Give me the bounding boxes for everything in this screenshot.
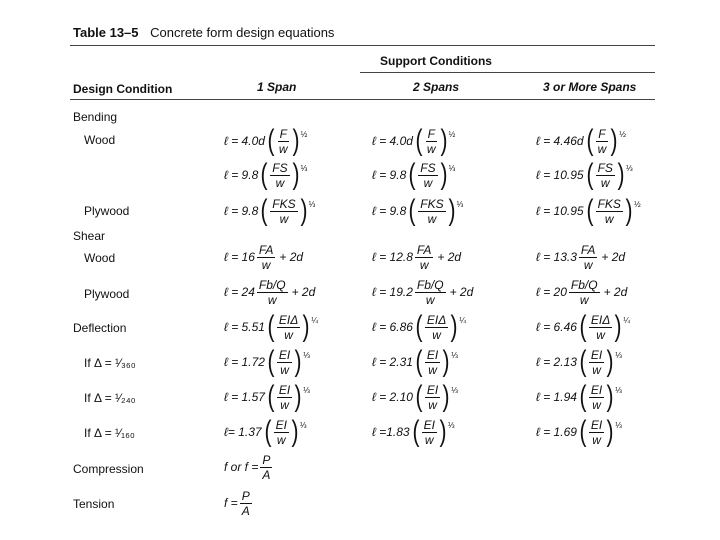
- equation-prefix: ℓ = 10.95: [536, 168, 584, 182]
- equation-term: [266, 312, 318, 342]
- right-paren: ): [294, 345, 302, 378]
- equation-prefix: ℓ = 1.57: [224, 390, 265, 404]
- left-paren: (: [408, 158, 416, 191]
- equation-prefix: ℓ = 9.8: [224, 204, 259, 218]
- equation-prefix: ℓ = 19.2: [372, 285, 413, 299]
- exponent: ¼: [311, 316, 318, 325]
- fraction: [257, 243, 275, 272]
- right-paren: ): [606, 380, 614, 413]
- fraction: [418, 197, 445, 226]
- denominator: w: [600, 175, 610, 190]
- left-paren: (: [267, 345, 275, 378]
- equation-term: [585, 160, 633, 190]
- equation-prefix: ℓ = 13.3: [536, 250, 577, 264]
- equation-row2-span1: [224, 155, 307, 195]
- numerator: FA: [416, 242, 432, 257]
- left-paren: (: [415, 310, 423, 343]
- fraction: [589, 313, 612, 342]
- fraction: [425, 348, 440, 377]
- condition-bending-plywood: Plywood: [84, 204, 130, 218]
- fraction: [589, 348, 604, 377]
- fraction: [425, 313, 448, 342]
- equation-term: [568, 278, 601, 307]
- fraction: [277, 348, 292, 377]
- top-rule: [70, 45, 655, 46]
- exponent: ⅓: [456, 200, 464, 209]
- right-paren: ): [300, 194, 308, 227]
- fraction: [589, 418, 604, 447]
- denominator: w: [280, 362, 289, 377]
- denominator: w: [279, 211, 289, 226]
- denominator: w: [426, 141, 436, 156]
- fraction: [277, 127, 290, 156]
- exponent: ⅓: [451, 351, 458, 360]
- fraction: [569, 278, 600, 307]
- denominator: w: [267, 292, 277, 307]
- equation-term: [411, 417, 455, 447]
- equation-row6-span3: [536, 307, 630, 347]
- numerator: EI: [590, 417, 603, 432]
- numerator: EI: [423, 417, 435, 432]
- numerator: FA: [258, 242, 274, 257]
- equation-term: [266, 347, 310, 377]
- equation-term: [266, 382, 310, 412]
- equation-prefix: ℓ = 9.8: [224, 168, 259, 182]
- equation-term: [414, 382, 458, 412]
- equation-row5-span3: [536, 272, 627, 312]
- condition-deflection-240: If Δ = ¹⁄₂₄₀: [84, 391, 136, 405]
- equation-prefix: ℓ = 1.72: [224, 355, 265, 369]
- numerator: Fb/Q: [258, 277, 286, 292]
- left-paren: (: [412, 415, 420, 448]
- equation-prefix: ℓ = 24: [224, 285, 255, 299]
- equation-prefix: f =: [224, 496, 238, 510]
- condition-bending: Bending: [73, 110, 118, 124]
- equation-row8-span3: [536, 377, 622, 417]
- equation-row4-span2: [372, 237, 461, 277]
- exponent: ⅓: [308, 200, 316, 209]
- left-paren: (: [260, 158, 268, 191]
- denominator: w: [261, 257, 271, 272]
- equation-term: [414, 126, 455, 156]
- equation-prefix: ℓ = 2.13: [536, 355, 577, 369]
- span-3-header: 3 or More Spans: [543, 80, 637, 94]
- denominator: w: [276, 432, 286, 447]
- right-paren: ): [442, 345, 450, 378]
- numerator: F: [427, 126, 435, 141]
- denominator: w: [579, 292, 589, 307]
- exponent: ¼: [623, 316, 630, 325]
- denominator: A: [262, 467, 271, 482]
- numerator: F: [598, 126, 606, 141]
- span-2-header: 2 Spans: [413, 80, 460, 94]
- equation-term: [414, 243, 434, 272]
- equation-row9-span1: [224, 412, 307, 452]
- equation-term: [256, 278, 289, 307]
- table-title: [73, 25, 334, 40]
- equation-row7-span1: [224, 342, 310, 382]
- right-paren: ): [625, 194, 633, 227]
- denominator: w: [592, 397, 601, 412]
- right-paren: ): [606, 415, 614, 448]
- numerator: P: [262, 452, 271, 467]
- numerator: EI: [275, 417, 287, 432]
- left-paren: (: [579, 345, 587, 378]
- denominator: w: [428, 362, 437, 377]
- left-paren: (: [267, 380, 275, 413]
- numerator: FKS: [272, 196, 296, 211]
- fraction: [425, 383, 440, 412]
- fraction: [257, 278, 288, 307]
- equation-term: [578, 382, 622, 412]
- fraction: [240, 489, 252, 518]
- fraction: [589, 383, 604, 412]
- equation-term: [414, 312, 466, 342]
- denominator: w: [604, 211, 614, 226]
- denominator: w: [428, 397, 437, 412]
- numerator: Fb/Q: [416, 277, 444, 292]
- fraction: [277, 383, 292, 412]
- left-paren: (: [260, 194, 268, 227]
- numerator: EIΔ: [590, 312, 611, 327]
- fraction: [596, 127, 609, 156]
- condition-deflection-180: If Δ = ¹⁄₁₆₀: [84, 426, 135, 440]
- fraction: [422, 418, 437, 447]
- exponent: ⅓: [615, 386, 622, 395]
- fraction: [579, 243, 597, 272]
- denominator: w: [423, 175, 433, 190]
- equation-prefix: ℓ = 16: [224, 250, 255, 264]
- numerator: FS: [272, 160, 288, 175]
- denominator: w: [427, 211, 437, 226]
- equation-row3-span2: [372, 191, 463, 231]
- equation-row6-span1: [224, 307, 318, 347]
- condition-bending-wood: Wood: [84, 133, 116, 147]
- equation-term: [263, 417, 307, 447]
- equation-row9-span3: [536, 412, 622, 452]
- equation-term: [407, 160, 455, 190]
- equation-term: [585, 196, 641, 226]
- equation-row5-span1: [224, 272, 315, 312]
- equation-row10-span1: [224, 447, 273, 487]
- left-paren: (: [415, 124, 423, 157]
- equation-prefix: ℓ = 12.8: [372, 250, 413, 264]
- equation-prefix: ℓ = 10.95: [536, 204, 584, 218]
- right-paren: ): [448, 194, 456, 227]
- equation-prefix: ℓ = 4.0d: [224, 134, 265, 148]
- fraction: [274, 418, 289, 447]
- condition-shear-plywood: Plywood: [84, 287, 130, 301]
- numerator: EI: [278, 347, 291, 362]
- numerator: P: [241, 488, 250, 503]
- fraction: [270, 161, 289, 190]
- equation-term: [259, 196, 315, 226]
- fraction: [596, 197, 623, 226]
- equation-row7-span3: [536, 342, 622, 382]
- exponent: ⅓: [303, 386, 310, 395]
- equation-row9-span2: [372, 412, 455, 452]
- left-paren: (: [267, 310, 275, 343]
- equation-prefix: ℓ = 20: [536, 285, 567, 299]
- support-rule: [360, 72, 655, 73]
- equation-prefix: ℓ = 6.46: [536, 320, 577, 334]
- denominator: w: [280, 397, 289, 412]
- numerator: Fb/Q: [570, 277, 598, 292]
- exponent: ⅓: [615, 421, 622, 430]
- exponent: ⅓: [448, 164, 456, 173]
- right-paren: ): [617, 158, 625, 191]
- exponent: ⅓: [300, 164, 308, 173]
- right-paren: ): [606, 345, 614, 378]
- exponent: ½: [633, 200, 641, 209]
- equation-prefix: f or f =: [224, 460, 259, 474]
- left-paren: (: [579, 380, 587, 413]
- equation-row11-span1: [224, 483, 253, 523]
- right-paren: ): [292, 124, 300, 157]
- denominator: w: [419, 257, 429, 272]
- equation-term: [414, 347, 458, 377]
- equation-prefix: ℓ = 9.8: [372, 204, 407, 218]
- design-condition-header: Design Condition: [73, 82, 173, 96]
- equation-row5-span2: [372, 272, 473, 312]
- right-paren: ): [440, 158, 448, 191]
- fraction: [415, 243, 433, 272]
- numerator: EIΔ: [278, 312, 299, 327]
- fraction: [425, 127, 438, 156]
- equation-row4-span3: [536, 237, 625, 277]
- equation-term: [578, 243, 598, 272]
- equation-row3-span3: [536, 191, 641, 231]
- equation-prefix: ℓ = 1.94: [536, 390, 577, 404]
- equation-row2-span3: [536, 155, 633, 195]
- equation-suffix: + 2d: [279, 250, 304, 264]
- denominator: w: [592, 432, 601, 447]
- header-rule: [70, 99, 655, 100]
- denominator: w: [583, 257, 593, 272]
- equation-row7-span2: [372, 342, 458, 382]
- equation-row2-span2: [372, 155, 455, 195]
- denominator: w: [275, 175, 285, 190]
- equation-suffix: + 2d: [291, 285, 316, 299]
- span-1-header: 1 Span: [257, 80, 297, 94]
- equation-suffix: + 2d: [603, 285, 628, 299]
- denominator: w: [425, 292, 435, 307]
- left-paren: (: [579, 415, 587, 448]
- equation-term: [578, 312, 630, 342]
- equation-term: [414, 278, 447, 307]
- numerator: EI: [278, 382, 291, 397]
- condition-tension: Tension: [73, 497, 115, 511]
- fraction: [260, 453, 272, 482]
- equation-term: [407, 196, 463, 226]
- right-paren: ): [294, 380, 302, 413]
- right-paren: ): [442, 380, 450, 413]
- denominator: A: [241, 503, 250, 518]
- equation-prefix: ℓ = 4.0d: [372, 134, 413, 148]
- equation-row8-span1: [224, 377, 310, 417]
- denominator: w: [284, 327, 293, 342]
- support-conditions-header: Support Conditions: [380, 54, 492, 68]
- left-paren: (: [267, 124, 275, 157]
- exponent: ½: [619, 130, 626, 139]
- numerator: EI: [426, 382, 439, 397]
- fraction: [270, 197, 297, 226]
- numerator: FKS: [597, 196, 621, 211]
- denominator: w: [278, 141, 288, 156]
- equation-suffix: + 2d: [601, 250, 626, 264]
- table-caption: Concrete form design equations: [150, 25, 335, 40]
- fraction: [277, 313, 300, 342]
- equation-term: [256, 243, 276, 272]
- equation-row6-span2: [372, 307, 466, 347]
- equation-term: [239, 489, 253, 518]
- equation-term: [266, 126, 307, 156]
- equation-suffix: + 2d: [437, 250, 462, 264]
- numerator: EI: [426, 347, 439, 362]
- left-paren: (: [579, 310, 587, 343]
- denominator: w: [432, 327, 441, 342]
- left-paren: (: [415, 380, 423, 413]
- equation-term: [259, 160, 307, 190]
- condition-shear-wood: Wood: [84, 251, 116, 265]
- equation-term: [578, 347, 622, 377]
- left-paren: (: [408, 194, 416, 227]
- equation-prefix: ℓ = 9.8: [372, 168, 407, 182]
- equation-row4-span1: [224, 237, 303, 277]
- equation-prefix: ℓ =1.83: [372, 425, 410, 439]
- equation-prefix: ℓ = 1.69: [536, 425, 577, 439]
- right-paren: ): [450, 310, 458, 343]
- equation-row8-span2: [372, 377, 458, 417]
- table-number: Table 13–5: [73, 25, 139, 40]
- right-paren: ): [291, 415, 299, 448]
- equation-term: [259, 453, 273, 482]
- equation-prefix: ℓ = 5.51: [224, 320, 265, 334]
- numerator: FA: [580, 242, 596, 257]
- exponent: ⅓: [451, 386, 458, 395]
- exponent: ½: [448, 130, 456, 139]
- equation-term: [578, 417, 622, 447]
- fraction: [415, 278, 446, 307]
- condition-compression: Compression: [73, 462, 144, 476]
- numerator: FKS: [420, 196, 444, 211]
- equation-suffix: + 2d: [449, 285, 474, 299]
- exponent: ⅓: [615, 351, 622, 360]
- denominator: w: [597, 141, 607, 156]
- left-paren: (: [415, 345, 423, 378]
- left-paren: (: [586, 124, 594, 157]
- right-paren: ): [292, 158, 300, 191]
- equation-prefix: ℓ = 6.86: [372, 320, 413, 334]
- numerator: EI: [590, 382, 603, 397]
- numerator: FS: [597, 160, 613, 175]
- denominator: w: [424, 432, 434, 447]
- exponent: ⅓: [299, 421, 307, 430]
- equation-prefix: ℓ = 2.10: [372, 390, 413, 404]
- right-paren: ): [302, 310, 310, 343]
- fraction: [596, 161, 615, 190]
- denominator: w: [596, 327, 605, 342]
- exponent: ⅓: [625, 164, 633, 173]
- equation-prefix: ℓ = 4.46d: [536, 134, 584, 148]
- right-paren: ): [614, 310, 622, 343]
- numerator: EIΔ: [426, 312, 447, 327]
- numerator: EI: [590, 347, 603, 362]
- equation-prefix: ℓ = 2.31: [372, 355, 413, 369]
- right-paren: ): [440, 124, 448, 157]
- exponent: ½: [300, 130, 308, 139]
- equation-prefix: ℓ= 1.37: [224, 425, 262, 439]
- numerator: FS: [420, 160, 436, 175]
- condition-shear: Shear: [73, 229, 106, 243]
- denominator: w: [592, 362, 601, 377]
- left-paren: (: [264, 415, 272, 448]
- condition-deflection-360: If Δ = ¹⁄₃₆₀: [84, 356, 136, 370]
- left-paren: (: [586, 158, 594, 191]
- exponent: ⅓: [303, 351, 310, 360]
- left-paren: (: [586, 194, 594, 227]
- exponent: ¼: [459, 316, 466, 325]
- exponent: ⅓: [447, 421, 455, 430]
- condition-deflection: Deflection: [73, 321, 127, 335]
- right-paren: ): [610, 124, 618, 157]
- equation-row3-span1: [224, 191, 315, 231]
- numerator: F: [279, 126, 287, 141]
- equation-term: [585, 126, 626, 156]
- fraction: [418, 161, 437, 190]
- right-paren: ): [439, 415, 447, 448]
